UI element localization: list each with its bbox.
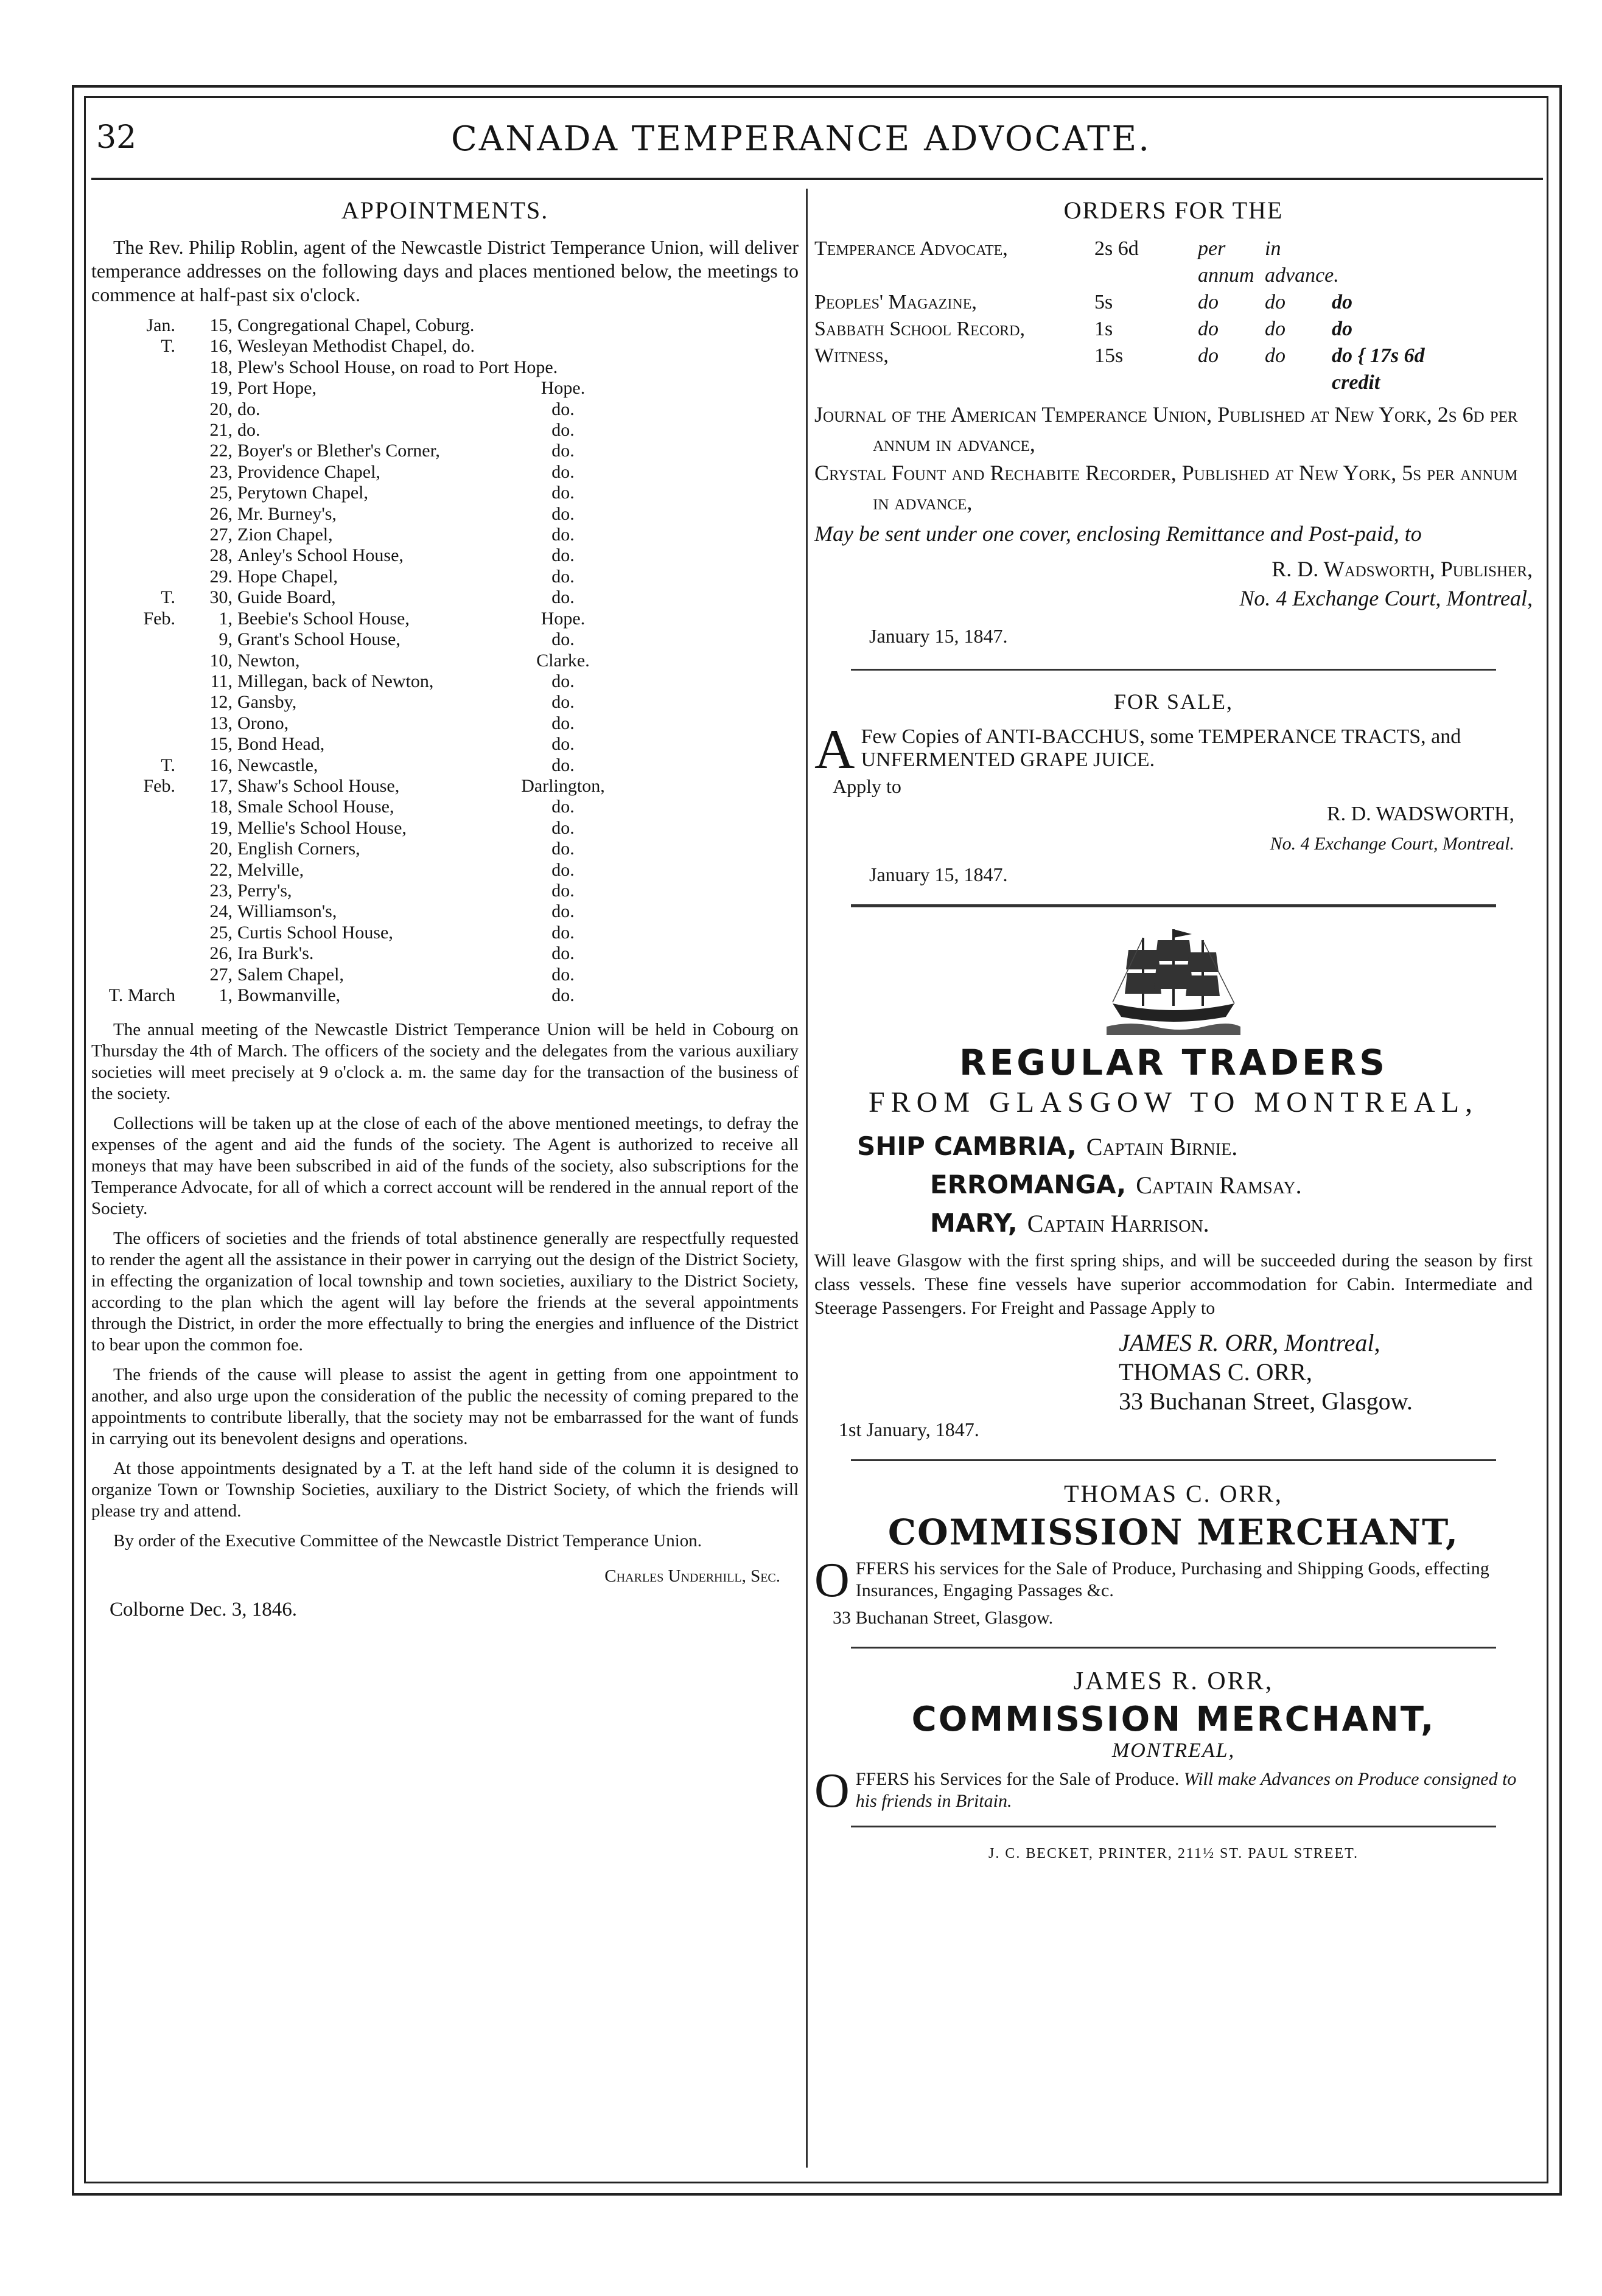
schedule-mark xyxy=(91,860,183,881)
ship-name: MARY, xyxy=(930,1208,1018,1238)
schedule-place: Zion Chapel, xyxy=(237,525,333,545)
james-orr-title: COMMISSION MERCHANT, xyxy=(911,1700,1436,1739)
james-orr-text-italic: Will make Advances on Produce consigned to his friends in Britain. xyxy=(855,1769,1517,1811)
ship-name: ERROMANGA, xyxy=(930,1170,1127,1199)
schedule-day: 12, xyxy=(209,692,233,713)
schedule-mark: Feb. xyxy=(143,775,175,796)
publisher-address: No. 4 Exchange Court, Montreal, xyxy=(1239,586,1533,610)
schedule-row xyxy=(91,943,799,964)
schedule-mark: Jan. xyxy=(146,315,175,335)
schedule-town: do. xyxy=(551,922,575,943)
schedule-row xyxy=(91,462,799,483)
schedule-day: 26, xyxy=(209,503,233,524)
section-divider xyxy=(851,1826,1496,1827)
schedule-day: 13, xyxy=(209,713,233,733)
james-orr-name: JAMES R. ORR, xyxy=(1073,1667,1274,1695)
schedule-town: do. xyxy=(551,461,575,482)
for-sale-text: Few Copies of ANTI-BACCHUS, some TEMPERANCE TRACTS, and UNFERMENTED GRAPE JUICE. xyxy=(861,725,1461,771)
schedule-mark: T. xyxy=(161,755,175,775)
schedule-town: Hope. xyxy=(540,608,586,629)
schedule-town: Darlington, xyxy=(521,775,605,796)
schedule-mark: Feb. xyxy=(143,608,175,629)
order-row xyxy=(814,236,1533,289)
appointment-schedule xyxy=(91,315,799,1006)
schedule-town: do. xyxy=(551,692,575,713)
schedule-row xyxy=(91,755,799,776)
schedule-place: Anley's School House, xyxy=(237,545,404,566)
thomas-orr-text: FFERS his services for the Sale of Produce, Purchasing and Shipping Goods, effecting Insurances, Engaging Passages &c. xyxy=(855,1558,1489,1600)
ship-name: SHIP CAMBRIA, xyxy=(857,1131,1077,1161)
ship-entry xyxy=(857,1128,1533,1166)
for-sale-text-block xyxy=(814,725,1533,772)
schedule-row xyxy=(91,567,799,587)
schedule-day: 16, xyxy=(209,755,233,775)
orders-heading: ORDERS FOR THE xyxy=(1063,197,1284,224)
schedule-mark xyxy=(91,483,183,503)
appointments-heading: APPOINTMENTS. xyxy=(341,197,549,224)
section-divider xyxy=(851,1647,1496,1649)
annual-meeting-paragraph: The annual meeting of the Newcastle District Temperance Union will be held in Cobourg on Thursday the 4th of March. The officers of the society and the delegates from the various auxiliary societies will meet precisely at 9 o'clock a. m. the same day for the transaction of the business of the society. xyxy=(91,1020,799,1104)
order-term: do xyxy=(1265,291,1285,313)
schedule-town: do. xyxy=(551,817,575,838)
schedule-town: do. xyxy=(551,839,575,859)
schedule-day: 26, xyxy=(209,943,233,964)
drop-cap: A xyxy=(814,725,855,772)
schedule-place: do. xyxy=(237,420,261,441)
schedule-place: Beebie's School House, xyxy=(237,608,410,629)
section-divider xyxy=(851,669,1496,671)
order-term: do { 17s 6d credit xyxy=(1332,344,1425,394)
schedule-town: do. xyxy=(551,734,575,755)
schedule-row xyxy=(91,965,799,985)
james-orr-text: FFERS his Services for the Sale of Produce. xyxy=(855,1769,1180,1789)
schedule-row xyxy=(91,985,799,1006)
schedule-mark xyxy=(91,713,183,734)
schedule-town: do. xyxy=(551,713,575,733)
schedule-day: 17, xyxy=(209,775,233,796)
schedule-town: do. xyxy=(551,441,575,461)
schedule-day: 25, xyxy=(209,922,233,943)
schedule-mark xyxy=(91,629,183,650)
order-term: do xyxy=(1265,344,1285,367)
schedule-town: do. xyxy=(551,420,575,441)
schedule-row xyxy=(91,901,799,922)
schedule-town: do. xyxy=(551,943,575,964)
schedule-mark xyxy=(91,545,183,566)
traders-body: Will leave Glasgow with the first spring ships, and will be succeeded during the season by first class vessels. These fine vessels have superior accommodation for Cabin. Intermediate and Steerage Passengers. For Freight and Passage Apply to xyxy=(814,1251,1533,1318)
agent-montreal: JAMES R. ORR, Montreal, xyxy=(1119,1329,1380,1356)
printer-imprint: J. C. BECKET, PRINTER, 211½ ST. PAUL STREET. xyxy=(988,1846,1359,1862)
schedule-mark xyxy=(91,901,183,922)
orders-date: January 15, 1847. xyxy=(869,625,1008,647)
schedule-place: Bowmanville, xyxy=(237,985,341,1005)
schedule-town: do. xyxy=(551,566,575,587)
schedule-town: do. xyxy=(551,985,575,1005)
schedule-day: 27, xyxy=(209,525,233,545)
schedule-place: Perytown Chapel, xyxy=(237,483,368,503)
schedule-place: Millegan, back of Newton, xyxy=(237,671,434,691)
schedule-row xyxy=(91,399,799,420)
ship-captain: Captain Ramsay. xyxy=(1136,1171,1302,1199)
ship-captain: Captain Birnie. xyxy=(1086,1133,1238,1160)
order-row xyxy=(814,316,1533,343)
order-title: Witness, xyxy=(814,344,889,367)
schedule-place: Mellie's School House, xyxy=(237,817,407,838)
schedule-town: do. xyxy=(551,880,575,901)
order-term: in advance. xyxy=(1265,237,1339,287)
schedule-day: 23, xyxy=(209,880,233,901)
order-term: do xyxy=(1332,318,1352,340)
traders-route: FROM GLASGOW TO MONTREAL, xyxy=(868,1086,1479,1118)
schedule-day: 24, xyxy=(209,901,233,922)
journal-entry: Journal of the American Temperance Union, Published at New York, 2s 6d per annum in advance, xyxy=(814,402,1518,456)
schedule-place: Orono, xyxy=(237,713,289,733)
order-row xyxy=(814,289,1533,316)
appointments-dateline: Colborne Dec. 3, 1846. xyxy=(110,1599,297,1621)
schedule-day: 23, xyxy=(209,461,233,482)
for-sale-address: No. 4 Exchange Court, Montreal. xyxy=(1270,834,1514,854)
traders-agents xyxy=(1119,1328,1533,1416)
schedule-row xyxy=(91,651,799,671)
schedule-place: Wesleyan Methodist Chapel, do. xyxy=(237,336,475,357)
schedule-town: Clarke. xyxy=(536,650,590,671)
schedule-row xyxy=(91,609,799,629)
schedule-row xyxy=(91,441,799,461)
schedule-town: do. xyxy=(551,671,575,691)
ship-list xyxy=(857,1128,1533,1243)
schedule-place: English Corners, xyxy=(237,839,360,859)
james-orr-text-block xyxy=(814,1768,1533,1812)
sailing-ship-icon xyxy=(1107,926,1240,1035)
schedule-row xyxy=(91,525,799,545)
schedule-place: Mr. Burney's, xyxy=(237,503,337,524)
collections-paragraph: Collections will be taken up at the close of each of the above mentioned meetings, to defray the expenses of the agent and aid the funds of the society. The Agent is authorized to receive all moneys that may have been subscribed in aid of the funds of the society, also subscriptions for the Temperance Advocate, for all of which a correct account will be rendered in the annual report of the Society. xyxy=(91,1114,799,1219)
schedule-row xyxy=(91,881,799,901)
schedule-row xyxy=(91,545,799,566)
thomas-orr-name: THOMAS C. ORR, xyxy=(1064,1480,1283,1507)
schedule-town xyxy=(511,336,615,357)
schedule-place: do. xyxy=(237,399,261,419)
order-price: 1s xyxy=(1094,318,1113,340)
order-price: 15s xyxy=(1094,344,1124,367)
schedule-place: Salem Chapel, xyxy=(237,964,344,985)
schedule-mark xyxy=(91,441,183,461)
schedule-place: Grant's School House, xyxy=(237,629,400,650)
schedule-day: 29. xyxy=(209,566,233,587)
schedule-day: 25, xyxy=(209,483,233,503)
schedule-mark xyxy=(91,525,183,545)
drop-cap: O xyxy=(814,1768,850,1812)
traders-heading: REGULAR TRADERS xyxy=(959,1042,1388,1083)
schedule-town: do. xyxy=(551,587,575,608)
schedule-mark xyxy=(91,965,183,985)
by-order-paragraph: By order of the Executive Committee of the Newcastle District Temperance Union. xyxy=(113,1531,702,1551)
schedule-row xyxy=(91,483,799,503)
order-price: 5s xyxy=(1094,291,1113,313)
schedule-day: 19, xyxy=(209,378,233,399)
schedule-place: Boyer's or Blether's Corner, xyxy=(237,441,440,461)
schedule-place: Newton, xyxy=(237,650,300,671)
thomas-orr-address: 33 Buchanan Street, Glasgow. xyxy=(833,1608,1054,1628)
schedule-row xyxy=(91,378,799,399)
schedule-row xyxy=(91,713,799,734)
schedule-mark xyxy=(91,839,183,859)
schedule-row xyxy=(91,923,799,943)
schedule-mark xyxy=(91,818,183,839)
schedule-place: Curtis School House, xyxy=(237,922,393,943)
schedule-row xyxy=(91,818,799,839)
schedule-town: do. xyxy=(551,545,575,566)
schedule-place: Bond Head, xyxy=(237,734,325,755)
officers-paragraph: The officers of societies and the friends of total abstinence generally are respectfully requested to render the agent all the assistance in their power in carrying out the design of the District Society, in effecting the organization of local township and town societies, auxiliary to the District Society, according to the plan which the agent will lay before the friends at the several appointments through the District, in order the more effectually to bring the energies and influence of the District to bear upon the common foe. xyxy=(91,1229,799,1355)
schedule-row xyxy=(91,504,799,525)
schedule-mark xyxy=(91,797,183,817)
schedule-place: Providence Chapel, xyxy=(237,461,380,482)
order-row xyxy=(814,343,1533,396)
appointments-intro: The Rev. Philip Roblin, agent of the Newcastle District Temperance Union, will deliver temperance addresses on the following days and places mentioned below, the meetings to commence at half-past six o'clock. xyxy=(91,236,799,305)
schedule-row xyxy=(91,420,799,441)
drop-cap: O xyxy=(814,1558,850,1602)
schedule-mark xyxy=(91,671,183,692)
crystal-fount-entry: Crystal Fount and Rechabite Recorder, Published at New York, 5s per annum in advance, xyxy=(814,461,1518,514)
schedule-day: 18, xyxy=(209,357,233,377)
schedule-town: do. xyxy=(551,964,575,985)
schedule-day: 28, xyxy=(209,545,233,566)
ship-entry xyxy=(930,1166,1533,1204)
may-be-sent-note: May be sent under one cover, enclosing Remittance and Post-paid, to xyxy=(814,522,1422,546)
schedule-day: 19, xyxy=(209,817,233,838)
schedule-day: 27, xyxy=(209,964,233,985)
agent-glasgow: THOMAS C. ORR, xyxy=(1119,1358,1312,1386)
order-term xyxy=(1332,236,1447,289)
order-title: Peoples' Magazine, xyxy=(814,291,977,313)
for-sale-name: R. D. WADSWORTH, xyxy=(1326,803,1514,825)
schedule-day: 20, xyxy=(209,839,233,859)
schedule-place: Hope Chapel, xyxy=(237,566,338,587)
order-term: do xyxy=(1332,291,1352,313)
order-price: 2s 6d xyxy=(1094,237,1139,260)
schedule-row xyxy=(91,587,799,608)
schedule-town: do. xyxy=(551,399,575,419)
schedule-mark xyxy=(91,420,183,441)
section-divider xyxy=(851,904,1496,907)
james-orr-city: MONTREAL, xyxy=(1111,1739,1236,1762)
schedule-day: 21, xyxy=(209,420,233,441)
schedule-day: 18, xyxy=(209,797,233,817)
schedule-place: Perry's, xyxy=(237,880,292,901)
schedule-town: do. xyxy=(551,503,575,524)
schedule-day: 11, xyxy=(210,671,233,691)
column-rule xyxy=(806,189,808,2168)
thomas-orr-text-block xyxy=(814,1558,1533,1602)
ship-entry xyxy=(930,1204,1533,1243)
schedule-town: do. xyxy=(551,901,575,922)
schedule-mark xyxy=(91,923,183,943)
schedule-mark xyxy=(91,504,183,525)
section-divider xyxy=(851,1459,1496,1461)
schedule-mark: T. March xyxy=(108,985,175,1005)
schedule-mark xyxy=(91,462,183,483)
schedule-row xyxy=(91,315,799,336)
schedule-row xyxy=(91,776,799,797)
publisher-name: R. D. Wadsworth, Publisher, xyxy=(1271,557,1533,581)
schedule-day: 30, xyxy=(209,587,233,608)
schedule-place: Newcastle, xyxy=(237,755,318,775)
schedule-row xyxy=(91,336,799,357)
schedule-mark xyxy=(91,651,183,671)
header-rule xyxy=(91,178,1543,180)
thomas-orr-title: COMMISSION MERCHANT, xyxy=(887,1512,1460,1553)
schedule-place: Melville, xyxy=(237,859,304,880)
schedule-row xyxy=(91,860,799,881)
schedule-mark xyxy=(91,567,183,587)
schedule-mark xyxy=(91,734,183,755)
schedule-place: Williamson's, xyxy=(237,901,337,922)
town-societies-paragraph: At those appointments designated by a T. at the left hand side of the column it is designed to organize Town or Township Societies, auxiliary to the District Society, of which the friends will please try and attend. xyxy=(91,1459,799,1521)
schedule-day: 1, xyxy=(219,608,233,629)
ship-woodcut xyxy=(814,926,1533,1038)
orders-table xyxy=(814,236,1533,396)
schedule-mark xyxy=(91,692,183,713)
schedule-place: Guide Board, xyxy=(237,587,336,608)
schedule-mark: T. xyxy=(161,336,175,357)
schedule-town: do. xyxy=(551,755,575,775)
schedule-town: Hope. xyxy=(540,378,586,399)
schedule-day: 22, xyxy=(209,859,233,880)
schedule-mark xyxy=(91,357,183,378)
schedule-town: do. xyxy=(551,483,575,503)
agent-glasgow-address: 33 Buchanan Street, Glasgow. xyxy=(1119,1387,1413,1415)
secretary-signature: Charles Underhill, Sec. xyxy=(604,1566,780,1586)
schedule-day: 15, xyxy=(209,734,233,755)
schedule-mark xyxy=(91,399,183,420)
schedule-town: do. xyxy=(551,525,575,545)
order-term: per annum xyxy=(1198,237,1254,287)
schedule-day: 20, xyxy=(209,399,233,419)
schedule-mark xyxy=(91,378,183,399)
schedule-row xyxy=(91,357,799,378)
schedule-place: Plew's School House, on road to Port Hope. xyxy=(237,357,558,377)
schedule-town: do. xyxy=(551,797,575,817)
schedule-town: do. xyxy=(551,859,575,880)
schedule-day: 10, xyxy=(209,650,233,671)
schedule-mark xyxy=(91,881,183,901)
schedule-place: Smale School House, xyxy=(237,797,394,817)
schedule-day: 22, xyxy=(209,441,233,461)
schedule-place: Ira Burk's. xyxy=(237,943,314,964)
friends-paragraph: The friends of the cause will please to assist the agent in getting from one appointment to another, and also urge upon the consideration of the public the necessity of coming prepared to the appointments to contribute liberally, that the society may not be embarrassed for the want of funds in carrying out its benevolent designs and operations. xyxy=(91,1365,799,1449)
schedule-place: Gansby, xyxy=(237,692,297,713)
for-sale-date: January 15, 1847. xyxy=(869,864,1008,885)
running-head: CANADA TEMPERANCE ADVOCATE. xyxy=(450,119,1152,159)
for-sale-apply: Apply to xyxy=(833,775,901,797)
order-term: do xyxy=(1265,318,1285,340)
for-sale-heading: FOR SALE, xyxy=(1113,689,1234,714)
schedule-row xyxy=(91,797,799,817)
order-term: do xyxy=(1198,318,1219,340)
page-number: 32 xyxy=(96,119,137,156)
schedule-town: do. xyxy=(551,629,575,650)
schedule-row xyxy=(91,629,799,650)
schedule-row xyxy=(91,671,799,692)
schedule-day: 15, xyxy=(209,315,233,335)
schedule-day: 1, xyxy=(219,985,233,1005)
order-title: Sabbath School Record, xyxy=(814,318,1026,340)
schedule-place: Congregational Chapel, Coburg. xyxy=(237,315,475,335)
left-column xyxy=(91,196,799,1621)
schedule-mark xyxy=(91,943,183,964)
schedule-row xyxy=(91,734,799,755)
schedule-day: 16, xyxy=(209,336,233,357)
schedule-row xyxy=(91,839,799,859)
schedule-town xyxy=(511,357,615,378)
order-term: do xyxy=(1198,291,1219,313)
schedule-mark: T. xyxy=(161,587,175,608)
order-term: do xyxy=(1198,344,1219,367)
schedule-row xyxy=(91,692,799,713)
schedule-place: Port Hope, xyxy=(237,378,317,399)
schedule-day: 9, xyxy=(219,629,233,650)
schedule-town xyxy=(511,315,615,336)
traders-date: 1st January, 1847. xyxy=(839,1418,979,1440)
right-column xyxy=(814,196,1533,1862)
schedule-place: Shaw's School House, xyxy=(237,775,400,796)
order-title: Temperance Advocate, xyxy=(814,237,1008,260)
ship-captain: Captain Harrison. xyxy=(1027,1210,1209,1237)
